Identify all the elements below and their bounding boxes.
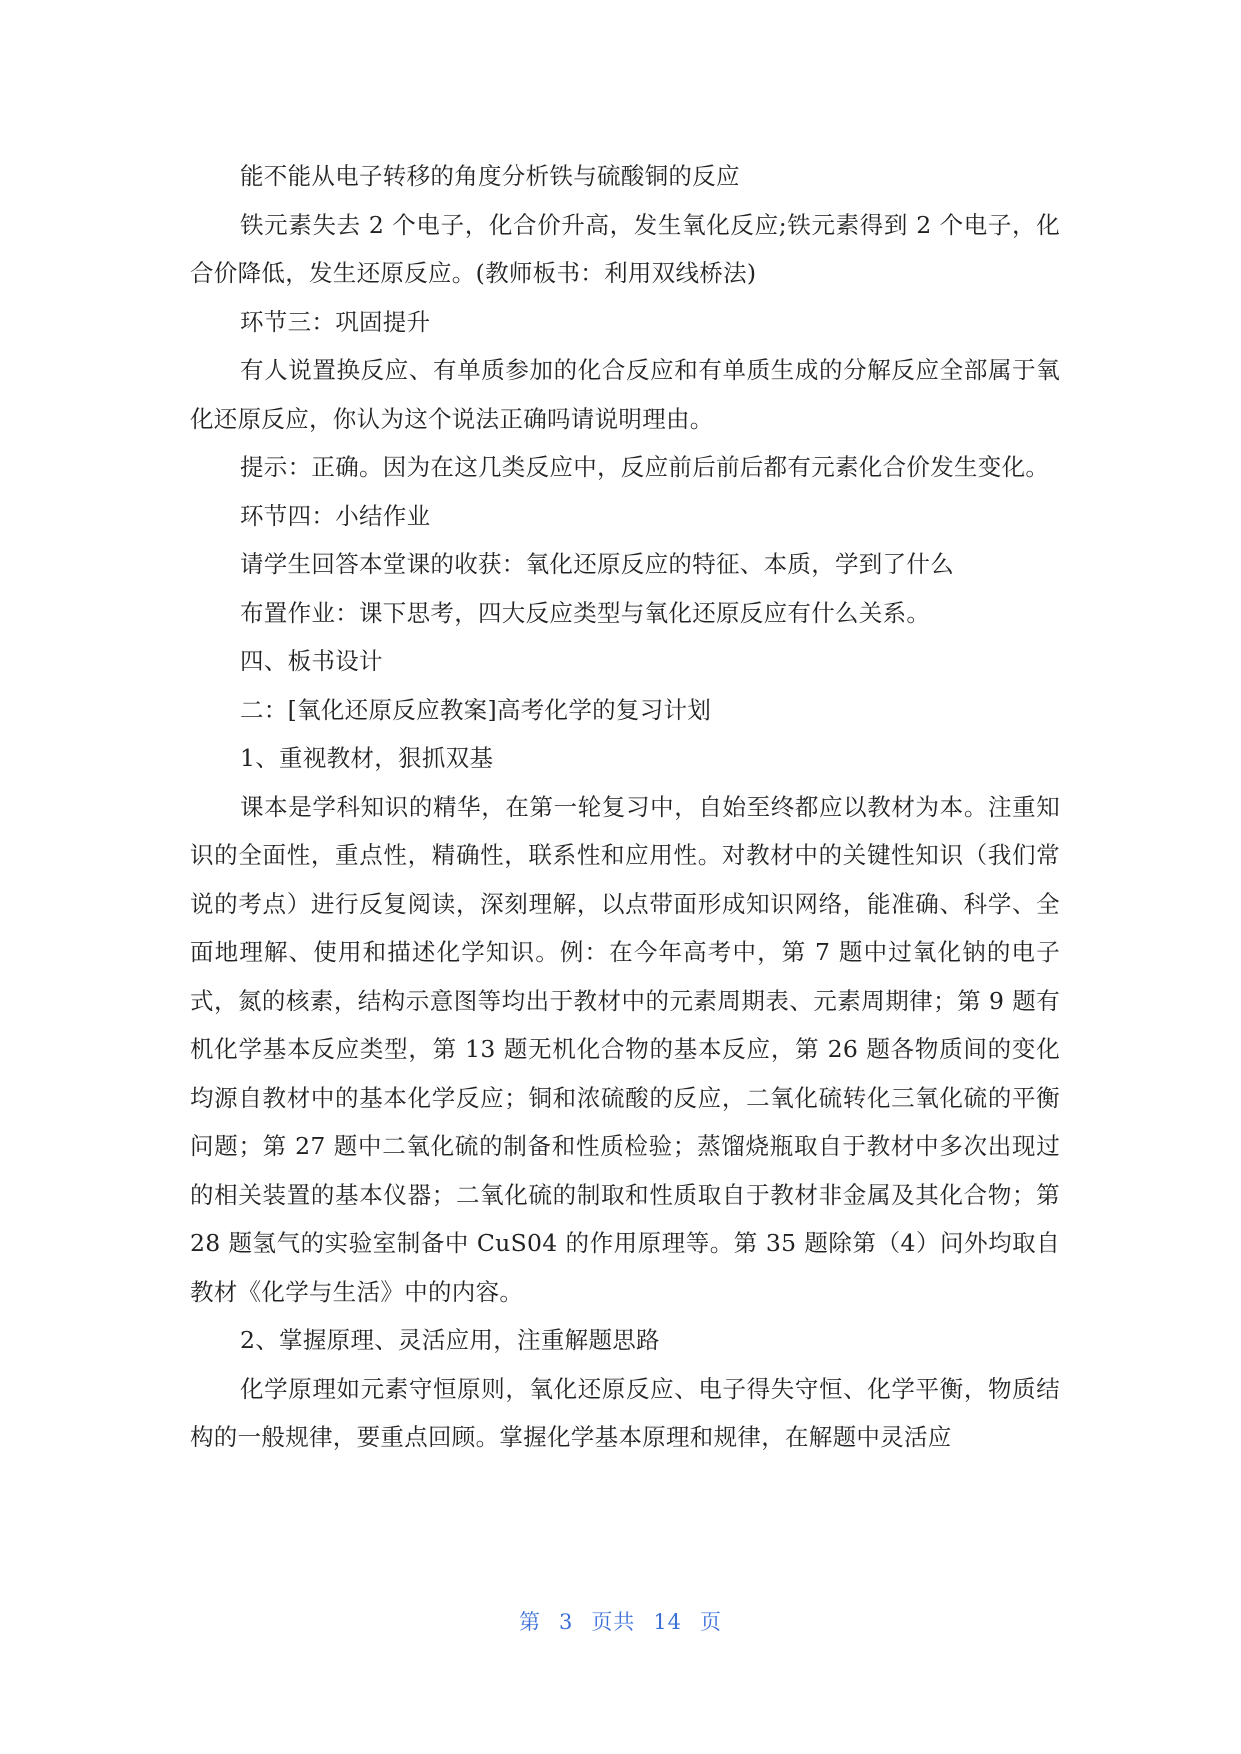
section-heading: 环节四：小结作业 — [240, 501, 431, 530]
paragraph: 能不能从电子转移的角度分析铁与硫酸铜的反应 — [240, 162, 740, 190]
section-heading: 二：[氧化还原反应教案]高考化学的复习计划 — [240, 695, 712, 724]
total-pages-number: 14 — [653, 1610, 683, 1634]
footer-suffix: 页 — [700, 1610, 723, 1634]
subsection-heading: 1、重视教材，狠抓双基 — [240, 744, 494, 772]
footer-middle: 页共 — [591, 1610, 636, 1634]
paragraph: 化学原理如元素守恒原则，氧化还原反应、电子得失守恒、化学平衡，物质结构的一般规律，要重点回顾。掌握化学基本原理和规律，在解题中灵活应 — [190, 1374, 1060, 1451]
paragraph: 铁元素失去 2 个电子，化合价升高，发生氧化反应;铁元素得到 2 个电子，化合价降低，发生还原反应。(教师板书：利用双线桥法) — [190, 210, 1060, 287]
paragraph: 课本是学科知识的精华，在第一轮复习中，自始至终都应以教材为本。注重知识的全面性，重点性，精确性，联系性和应用性。对教材中的关键性知识（我们常说的考点）进行反复阅读，深刻理解，以点带面形成知识网络，能准确、科学、全面地理解、使用和描述化学知识。例：在今年高考中，第 7 题中过氧化钠的电子式，氮的核素，结构示意图等均出于教材中的元素周期表、元素周期律；第 9 题有机化学基本反应类型，第 13 题无机化合物的基本反应，第 26 题各物质间的变化均源自教材中的基本化学反应；铜和浓硫酸的反应，二氧化硫转化三氧化硫的平衡问题；第 27 题中二氧化硫的制备和性质检验；蒸馏烧瓶取自于教材中多次出现过的相关装置的基本仪器；二氧化硫的制取和性质取自于教材非金属及其化合物；第 28 题氢气的实验室制备中 CuS04 的作用原理等。第 35 题除第（4）问外均取自教材《化学与生活》中的内容。 — [190, 792, 1060, 1306]
page-footer — [0, 1607, 1241, 1637]
document-body — [190, 152, 1060, 1462]
paragraph: 提示：正确。因为在这几类反应中，反应前后前后都有元素化合价发生变化。 — [240, 453, 1050, 481]
paragraph: 布置作业：课下思考，四大反应类型与氧化还原反应有什么关系。 — [240, 598, 931, 627]
section-heading: 四、板书设计 — [240, 647, 383, 675]
subsection-heading: 2、掌握原理、灵活应用，注重解题思路 — [240, 1326, 660, 1354]
paragraph: 有人说置换反应、有单质参加的化合反应和有单质生成的分解反应全部属于氧化还原反应，你认为这个说法正确吗请说明理由。 — [190, 356, 1060, 433]
section-heading: 环节三：巩固提升 — [240, 307, 431, 336]
paragraph: 请学生回答本堂课的收获：氧化还原反应的特征、本质，学到了什么 — [240, 550, 954, 578]
footer-prefix: 第 — [518, 1610, 541, 1634]
current-page-number: 3 — [558, 1610, 574, 1634]
